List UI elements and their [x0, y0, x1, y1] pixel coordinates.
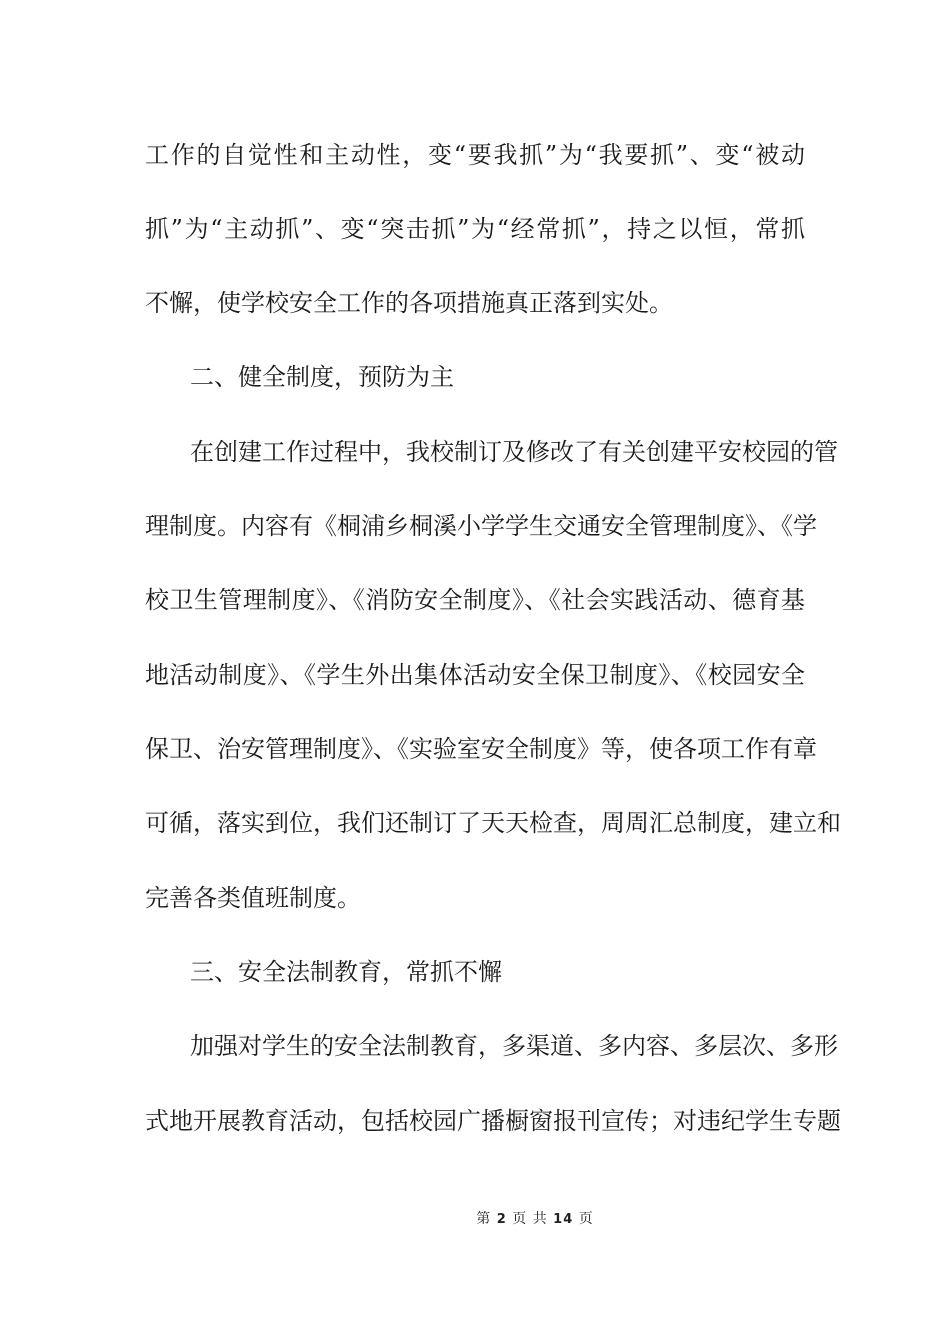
current-page-number: 2 — [496, 1212, 507, 1227]
body-text-line: 保卫、治安管理制度》、《实验室安全制度》等，使各项工作有章 — [145, 735, 817, 763]
body-text-line: 工作的自觉性和主动性，变“要我抓”为“我要抓”、变“被动 — [145, 141, 805, 169]
body-text-line: 加强对学生的安全法制教育，多渠道、多内容、多层次、多形 — [190, 1032, 838, 1060]
body-text-line: 可循，落实到位，我们还制订了天天检查，周周汇总制度，建立和 — [145, 809, 841, 837]
page-footer — [0, 1208, 950, 1230]
body-text-line: 完善各类值班制度。 — [145, 884, 361, 912]
body-text-line: 校卫生管理制度》、《消防安全制度》、《社会实践活动、德育基 — [145, 586, 805, 614]
body-text-line: 理制度。内容有《桐浦乡桐溪小学学生交通安全管理制度》、《学 — [145, 512, 817, 540]
total-pages-number: 14 — [553, 1212, 574, 1227]
body-text-line: 抓”为“主动抓”、变“突击抓”为“经常抓”，持之以恒，常抓 — [145, 215, 805, 243]
body-text-line: 式地开展教育活动，包括校园广播橱窗报刊宣传；对违纪学生专题 — [145, 1107, 841, 1135]
body-text-line: 地活动制度》、《学生外出集体活动安全保卫制度》、《校园安全 — [145, 661, 805, 689]
page-number-indicator — [476, 1208, 593, 1231]
footer-suffix: 页 — [578, 1211, 594, 1227]
body-text-line: 不懈，使学校安全工作的各项措施真正落到实处。 — [145, 289, 673, 317]
body-text-line: 在创建工作过程中，我校制订及修改了有关创建平安校园的管 — [190, 438, 838, 466]
section-heading: 三、安全法制教育，常抓不懈 — [190, 958, 502, 986]
footer-prefix: 第 — [476, 1211, 492, 1227]
footer-middle: 页 共 — [512, 1211, 548, 1227]
section-heading: 二、健全制度，预防为主 — [190, 363, 454, 391]
